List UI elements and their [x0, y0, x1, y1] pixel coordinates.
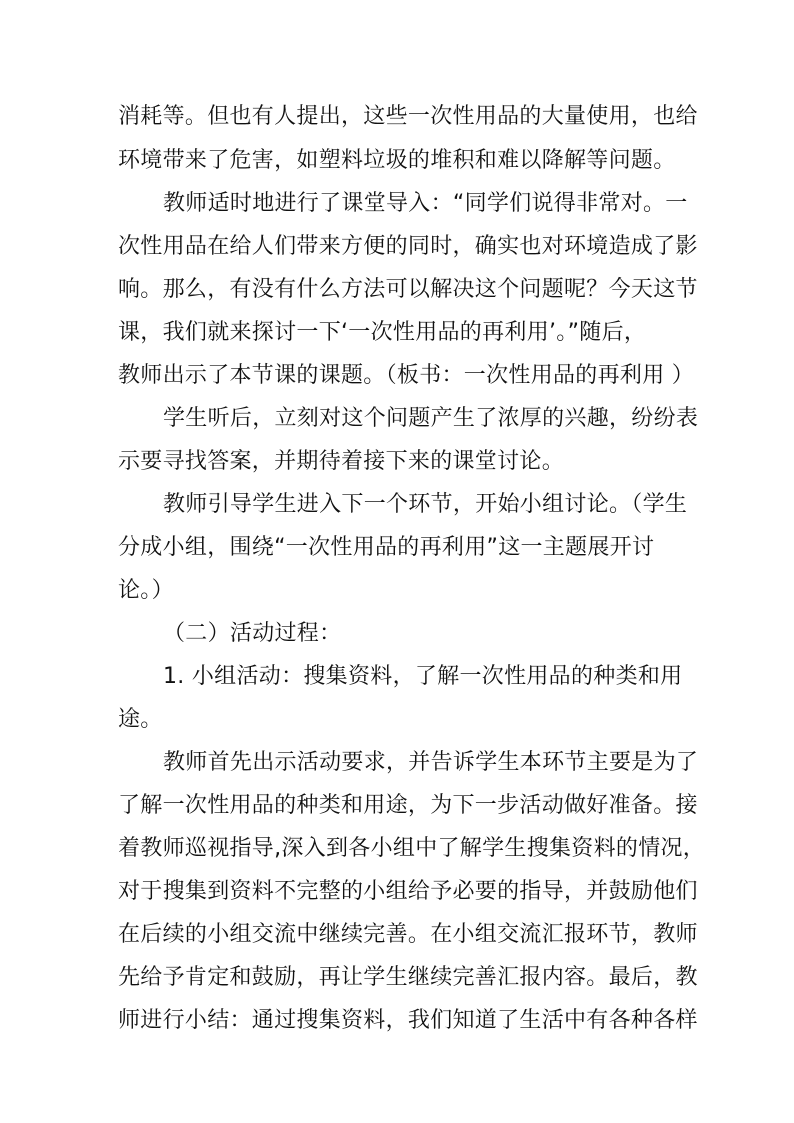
paragraph-line: 消耗等。但也有人提出，这些一次性用品的大量使用，也给	[118, 104, 698, 129]
paragraph-line: 先给予肯定和鼓励，再让学生继续完善汇报内容。最后，教	[118, 965, 698, 990]
paragraph-line: 环境带来了危害，如塑料垃圾的堆积和难以降解等问题。	[118, 148, 676, 173]
paragraph-line: 教师引导学生进入下一个环节，开始小组讨论。（学生	[163, 492, 688, 517]
paragraph-line: 学生听后，立刻对这个问题产生了浓厚的兴趣，纷纷表	[163, 406, 699, 431]
paragraph-line: 分成小组，围绕“一次性用品的再利用”这一主题展开讨	[118, 535, 655, 560]
paragraph-line: 着教师巡视指导,深入到各小组中了解学生搜集资料的情况，	[118, 836, 706, 861]
paragraph-line: 论。）	[118, 578, 174, 603]
paragraph-line: 师进行小结：通过搜集资料，我们知道了生活中有各种各样	[118, 1008, 698, 1033]
paragraph-line: 对于搜集到资料不完整的小组给予必要的指导，并鼓励他们	[118, 879, 698, 904]
paragraph-line: 课，我们就来探讨一下‘一次性用品的再利用’。”随后，	[118, 320, 647, 345]
paragraph-line: 教师适时地进行了课堂导入：“同学们说得非常对。一	[163, 191, 688, 216]
paragraph-line: 了解一次性用品的种类和用途，为下一步活动做好准备。接	[118, 793, 698, 818]
paragraph-line: 次性用品在给人们带来方便的同时，确实也对环境造成了影	[118, 234, 698, 259]
paragraph-line: 示要寻找答案，并期待着接下来的课堂讨论。	[118, 449, 565, 474]
list-item-heading: 1. 小组活动：搜集资料，了解一次性用品的种类和用	[163, 664, 683, 689]
paragraph-line: 教师出示了本节课的课题。（板书：一次性用品的再利用 ）	[118, 363, 695, 388]
section-heading: （二）活动过程：	[163, 621, 342, 646]
paragraph-line: 途。	[118, 707, 163, 732]
paragraph-line: 在后续的小组交流中继续完善。在小组交流汇报环节，教师	[118, 922, 698, 947]
paragraph-line: 教师首先出示活动要求，并告诉学生本环节主要是为了	[163, 750, 699, 775]
paragraph-line: 响。那么，有没有什么方法可以解决这个问题呢？今天这节	[118, 277, 698, 302]
